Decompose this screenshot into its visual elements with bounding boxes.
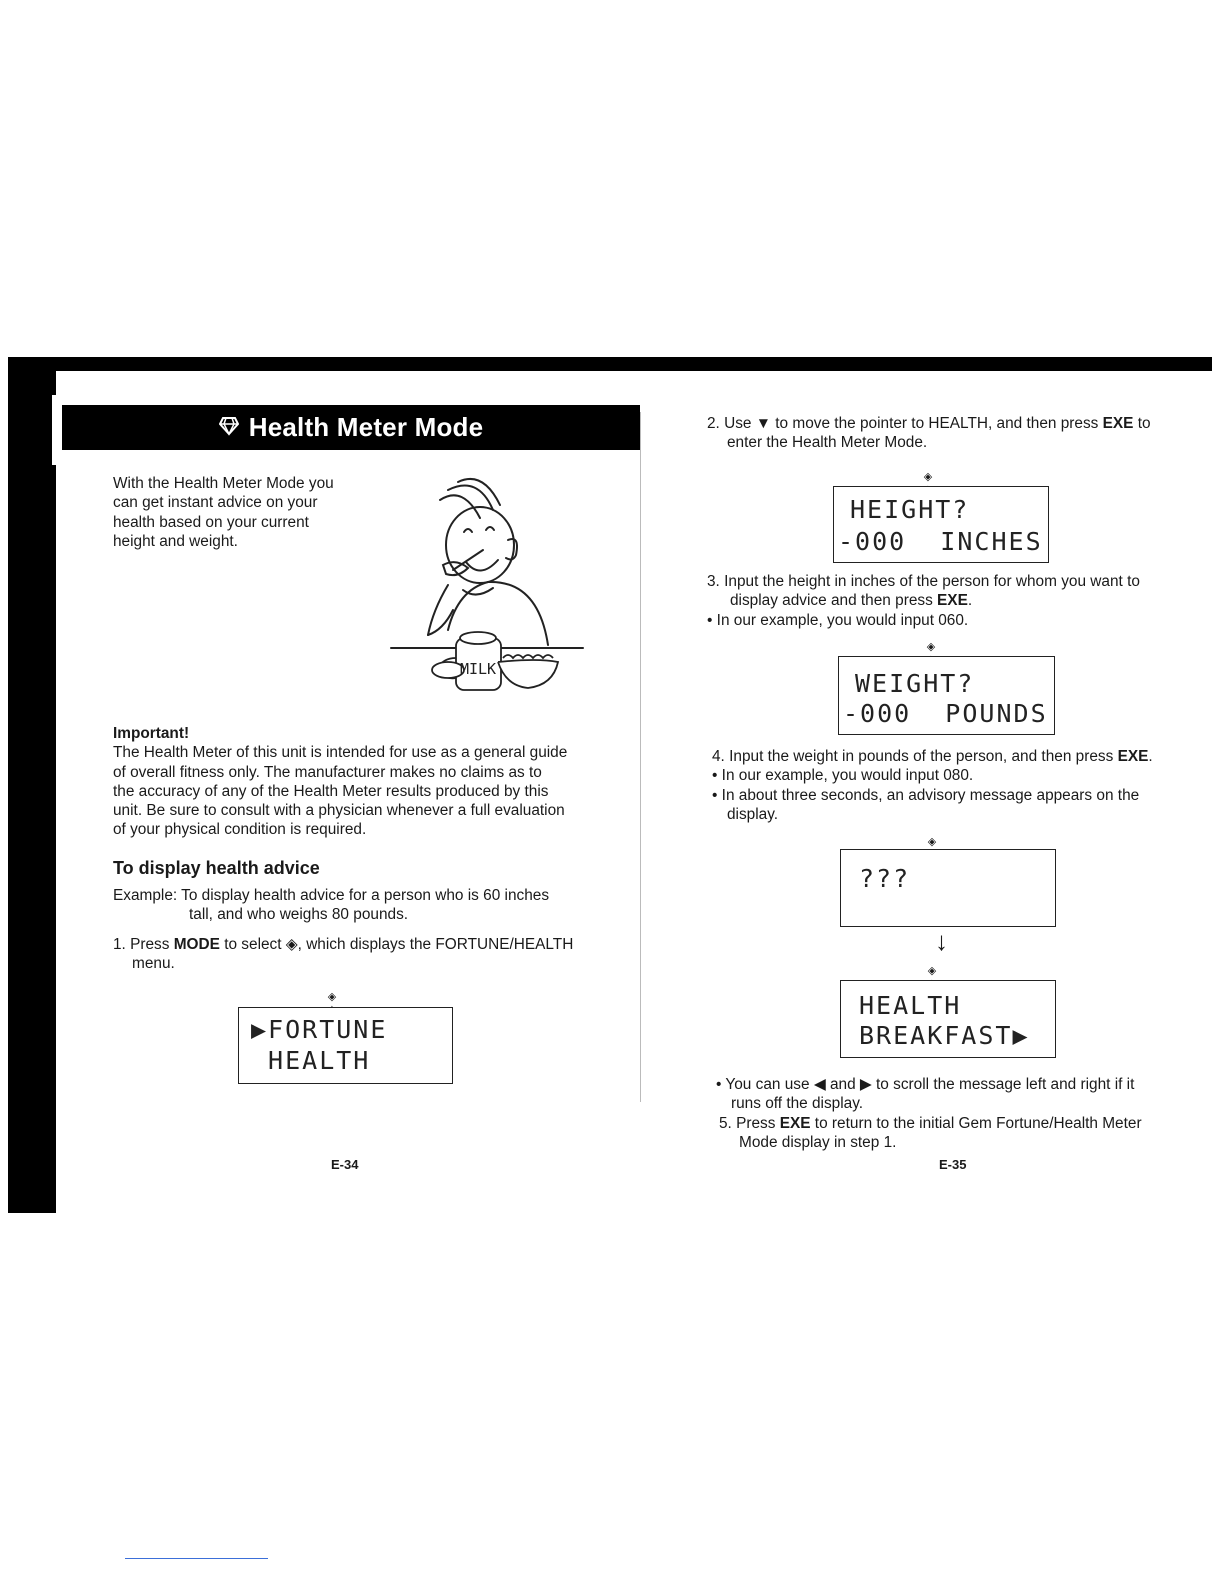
lcd-line: BREAKFAST▶ bbox=[859, 1021, 1030, 1050]
step-3 bbox=[707, 572, 1187, 630]
step-text: display advice and then press bbox=[730, 592, 938, 610]
lcd-display-advice bbox=[840, 980, 1056, 1058]
intro-line: height and weight. bbox=[113, 532, 238, 550]
gem-indicator-icon: ◈ bbox=[926, 641, 936, 653]
step-text: 1. Press bbox=[113, 936, 174, 953]
lcd-line: -000 INCHES bbox=[838, 527, 1043, 556]
page-fold-line bbox=[640, 412, 641, 1102]
section-heading: To display health advice bbox=[113, 858, 320, 878]
step-text: 5. Press bbox=[719, 1115, 780, 1132]
bullet-text: display. bbox=[727, 805, 779, 823]
down-arrow-icon: ▼ bbox=[755, 415, 771, 432]
step-text: Mode display in step 1. bbox=[739, 1134, 897, 1152]
step-text: to return to the initial Gem Fortune/Health Meter bbox=[810, 1115, 1142, 1132]
bullet-text: • You can use bbox=[716, 1076, 814, 1093]
page-number: E-34 bbox=[331, 1157, 359, 1172]
step-4 bbox=[712, 747, 1192, 824]
step-text: . bbox=[1148, 748, 1153, 765]
important-line: the accuracy of any of the Health Meter results produced by this bbox=[113, 782, 549, 800]
important-line: unit. Be sure to consult with a physician whenever a full evaluation bbox=[113, 802, 565, 820]
important-note bbox=[113, 724, 593, 840]
lcd-line: HEALTH bbox=[859, 991, 962, 1020]
step-text: to move the pointer to HEALTH, and then press bbox=[771, 415, 1103, 432]
top-border-bar bbox=[8, 357, 1212, 371]
lcd-display-thinking bbox=[840, 849, 1056, 927]
intro-line: can get instant advice on your bbox=[113, 494, 318, 512]
mode-key-label: MODE bbox=[173, 936, 220, 953]
step-2 bbox=[707, 414, 1187, 453]
lcd-display-weight bbox=[838, 656, 1055, 735]
step-text: menu. bbox=[132, 955, 175, 973]
step-text: 4. Input the weight in pounds of the person, and then press bbox=[712, 748, 1118, 765]
step-1 bbox=[113, 935, 593, 974]
left-arrow-icon: ◀ bbox=[813, 1076, 826, 1093]
bottom-link-rule bbox=[125, 1558, 268, 1559]
bullet-text: • In about three seconds, an advisory message appears on the bbox=[712, 786, 1140, 804]
step-5 bbox=[719, 1114, 1199, 1153]
man-eating-illustration bbox=[388, 470, 588, 705]
step-text: enter the Health Meter Mode. bbox=[727, 434, 928, 452]
important-line: of your physical condition is required. bbox=[113, 821, 367, 839]
exe-key-label: EXE bbox=[937, 592, 968, 610]
bullet-text: • In our example, you would input 060. bbox=[707, 611, 969, 629]
step-text: to bbox=[1133, 415, 1151, 432]
important-line: The Health Meter of this unit is intended for use as a general guide bbox=[113, 744, 568, 762]
page-title bbox=[62, 412, 640, 443]
left-border-notch bbox=[52, 395, 56, 465]
gem-icon: ◈ bbox=[285, 936, 298, 953]
example-line: tall, and who weighs 80 pounds. bbox=[189, 906, 409, 924]
lcd-line: HEALTH bbox=[251, 1046, 371, 1075]
lcd-display-height bbox=[833, 486, 1049, 563]
important-heading: Important! bbox=[113, 725, 190, 742]
lcd-display-menu bbox=[238, 1007, 453, 1084]
intro-line: With the Health Meter Mode you bbox=[113, 475, 334, 492]
bullet-text: • In our example, you would input 080. bbox=[712, 767, 974, 785]
lcd-line: ▶FORTUNE bbox=[251, 1015, 388, 1044]
lcd-line: -000 POUNDS bbox=[843, 699, 1048, 728]
exe-key-label: EXE bbox=[1102, 415, 1134, 432]
lcd-line: WEIGHT? bbox=[855, 669, 975, 698]
intro-paragraph bbox=[113, 474, 373, 551]
title-text: Health Meter Mode bbox=[248, 412, 484, 442]
lcd-line: HEIGHT? bbox=[850, 495, 970, 524]
intro-line: health based on your current bbox=[113, 513, 309, 531]
example-line: To display health advice for a person who is 60 inches bbox=[181, 887, 550, 904]
right-arrow-icon: ▶ bbox=[859, 1076, 872, 1093]
left-border-bar bbox=[8, 371, 56, 1213]
title-banner bbox=[62, 405, 640, 450]
bullet-text: to scroll the message left and right if it bbox=[871, 1076, 1135, 1093]
example-block bbox=[113, 886, 593, 925]
gem-indicator-icon: ◈ bbox=[327, 991, 337, 1003]
lcd-line: ??? bbox=[859, 864, 911, 893]
gem-icon bbox=[219, 414, 239, 442]
step-text: 3. Input the height in inches of the person for whom you want to bbox=[707, 573, 1140, 590]
step-text: 2. Use bbox=[707, 415, 756, 432]
important-line: of overall fitness only. The manufacturer makes no claims as to bbox=[113, 763, 542, 781]
gem-indicator-icon: ◈ bbox=[927, 965, 937, 977]
page-number: E-35 bbox=[939, 1157, 967, 1172]
step-text: , which displays the FORTUNE/HEALTH bbox=[297, 936, 574, 953]
step-text: to select bbox=[219, 936, 286, 953]
bullet-text: and bbox=[825, 1076, 860, 1093]
exe-key-label: EXE bbox=[1117, 748, 1149, 765]
example-label: Example: bbox=[113, 887, 178, 904]
milk-label: MILK bbox=[459, 660, 497, 678]
bullet-text: runs off the display. bbox=[731, 1095, 864, 1113]
exe-key-label: EXE bbox=[779, 1115, 811, 1132]
gem-indicator-icon: ◈ bbox=[927, 836, 937, 848]
scroll-note bbox=[716, 1075, 1196, 1114]
gem-indicator-icon: ◈ bbox=[923, 471, 933, 483]
down-arrow-icon: ↓ bbox=[935, 926, 948, 956]
step-text: . bbox=[967, 592, 973, 610]
